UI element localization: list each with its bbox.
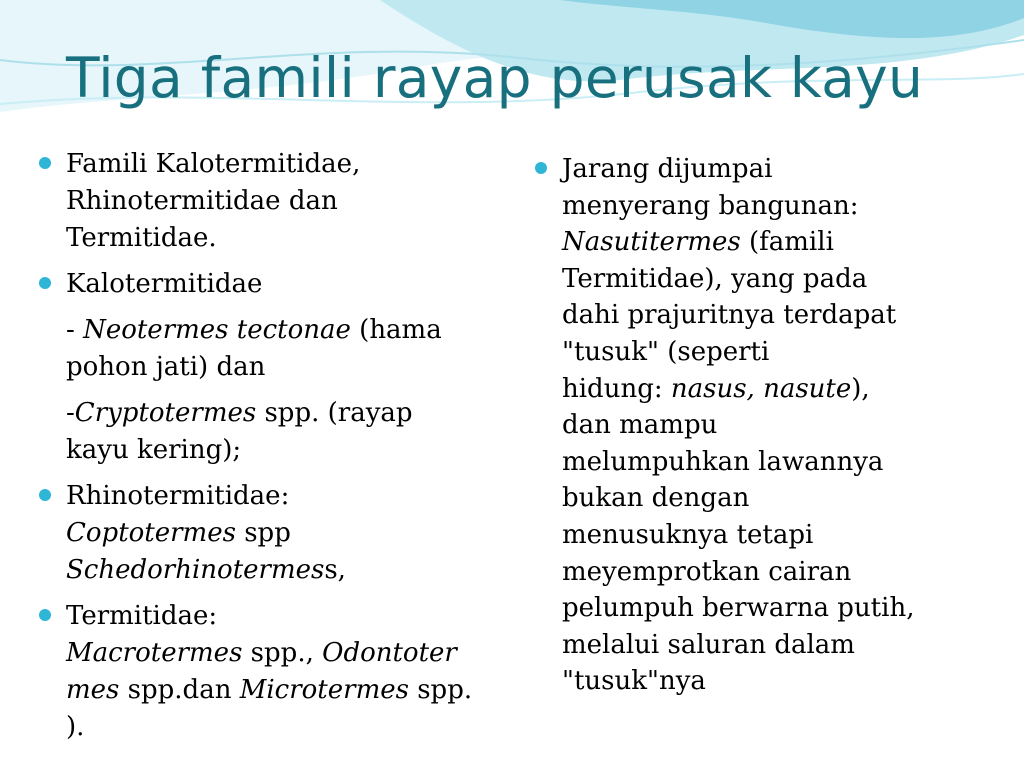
- text-line: Famili Kalotermitidae,: [66, 149, 361, 179]
- text-fragment: (famili: [740, 227, 834, 258]
- sub-item-cryptotermes: [38, 395, 508, 469]
- text-line: [66, 635, 508, 672]
- text-line: "tusuk" (seperti: [562, 336, 770, 367]
- text-fragment: hidung:: [562, 373, 671, 404]
- text-line: "tusuk"nya: [562, 666, 706, 697]
- text-fragment: spp: [235, 518, 291, 548]
- genus-name: Odontoter: [322, 638, 457, 668]
- bullet-kalotermitidae: [38, 266, 508, 303]
- text-line: meyemprotkan cairan: [562, 556, 852, 587]
- bullet-nasutitermes: [534, 151, 964, 700]
- text-line: Rhinotermitidae dan: [66, 186, 338, 216]
- genus-name: Nasutitermes: [562, 227, 741, 258]
- genus-name: mes: [66, 675, 120, 705]
- text-line: dahi prajuritnya terdapat: [562, 300, 897, 331]
- species-name: Neotermes tectonae: [83, 315, 351, 345]
- genus-name: Microtermes: [239, 675, 409, 705]
- text-fragment: -: [66, 398, 75, 428]
- text-line: Termitidae.: [66, 223, 217, 253]
- text-line: [66, 312, 508, 349]
- text-line: ).: [66, 712, 85, 742]
- text-line: bukan dengan: [562, 483, 750, 514]
- text-line: kayu kering);: [66, 435, 242, 465]
- text-fragment: ),: [851, 373, 870, 404]
- left-column: [38, 146, 508, 746]
- right-column: [534, 151, 964, 700]
- text-line: Termitidae:: [66, 601, 218, 631]
- text-line: [66, 552, 508, 589]
- text-line: [562, 224, 964, 261]
- text-line: pohon jati) dan: [66, 352, 266, 382]
- text-line: [562, 371, 964, 408]
- genus-name: Coptotermes: [66, 518, 236, 548]
- text-fragment: spp.: [408, 675, 473, 705]
- text-line: melalui saluran dalam: [562, 629, 855, 660]
- text-fragment: s,: [324, 555, 346, 585]
- text-fragment: spp.dan: [119, 675, 240, 705]
- slide-title: Tiga famili rayap perusak kayu: [66, 46, 924, 110]
- text-fragment: (hama: [350, 315, 442, 345]
- bullet-termitidae: [38, 598, 508, 746]
- text-line: Rhinotermitidae:: [66, 481, 290, 511]
- bullet-rhinotermitidae: [38, 478, 508, 589]
- text-line: [66, 672, 508, 709]
- sub-item-neotermes: [38, 312, 508, 386]
- genus-name: Cryptotermes: [74, 398, 257, 428]
- text-line: Kalotermitidae: [66, 269, 263, 299]
- text-line: Jarang dijumpai: [562, 154, 773, 184]
- text-line: melumpuhkan lawannya: [562, 446, 884, 477]
- bullet-families: [38, 146, 508, 257]
- text-line: [66, 515, 508, 552]
- text-fragment: spp. (rayap: [256, 398, 413, 428]
- text-line: menyerang bangunan:: [562, 190, 859, 221]
- text-line: menusuknya tetapi: [562, 519, 814, 550]
- text-fragment: spp.,: [242, 638, 323, 668]
- genus-name: Schedorhinotermes: [66, 555, 325, 585]
- text-line: pelumpuh berwarna putih,: [562, 593, 915, 624]
- text-line: dan mampu: [562, 410, 718, 441]
- text-fragment: -: [66, 315, 84, 345]
- text-line: [66, 395, 508, 432]
- text-line: Termitidae), yang pada: [562, 263, 868, 294]
- latin-term: nasus, nasute: [670, 373, 852, 404]
- genus-name: Macrotermes: [66, 638, 243, 668]
